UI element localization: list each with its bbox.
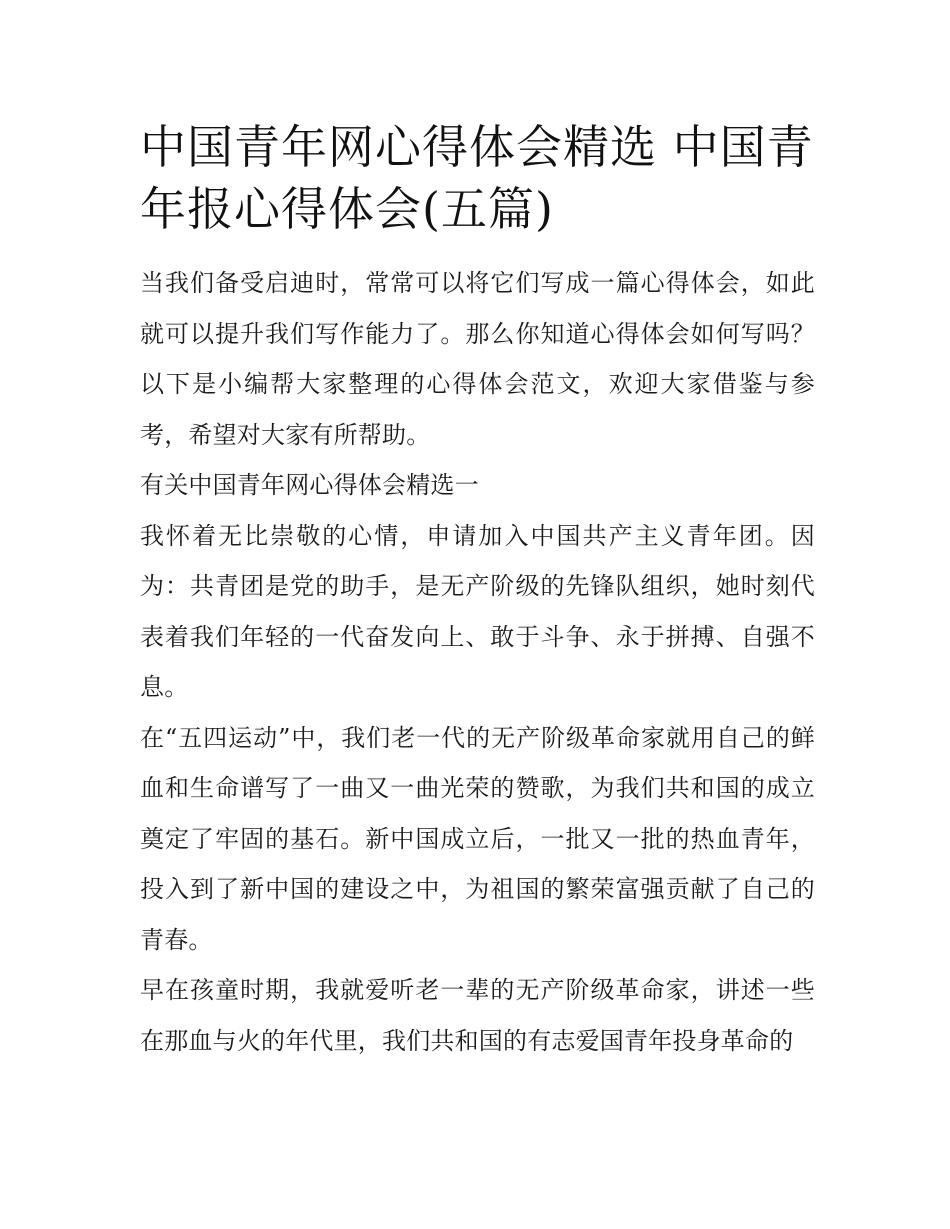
document-body: [140, 258, 815, 1066]
intro-paragraph: 当我们备受启迪时，常常可以将它们写成一篇心得体会，如此就可以提升我们写作能力了。那么你知道心得体会如何写吗？以下是小编帮大家整理的心得体会范文，欢迎大家借鉴与参考，希望对大家有所帮助。: [140, 269, 815, 449]
body-paragraph-2: 在“五四运动”中，我们老一代的无产阶级革命家就用自己的鲜血和生命谱写了一曲又一曲光荣的赞歌，为我们共和国的成立奠定了牢固的基石。新中国成立后，一批又一批的热血青年，投入到了新中国的建设之中，为祖国的繁荣富强贡献了自己的青春。: [140, 723, 815, 954]
document-content: [140, 116, 815, 1066]
body-paragraph-1: 我怀着无比崇敬的心情，申请加入中国共产主义青年团。因为：共青团是党的助手，是无产阶级的先锋队组织，她时刻代表着我们年轻的一代奋发向上、敢于斗争、永于拼搏、自强不息。: [140, 521, 815, 701]
document-title: 中国青年网心得体会精选 中国青年报心得体会(五篇): [140, 120, 814, 236]
section-heading: 有关中国青年网心得体会精选一: [140, 471, 479, 499]
body-paragraph-3: 早在孩童时期，我就爱听老一辈的无产阶级革命家，讲述一些在那血与火的年代里，我们共和国的有志爱国青年投身革命的: [140, 976, 815, 1055]
